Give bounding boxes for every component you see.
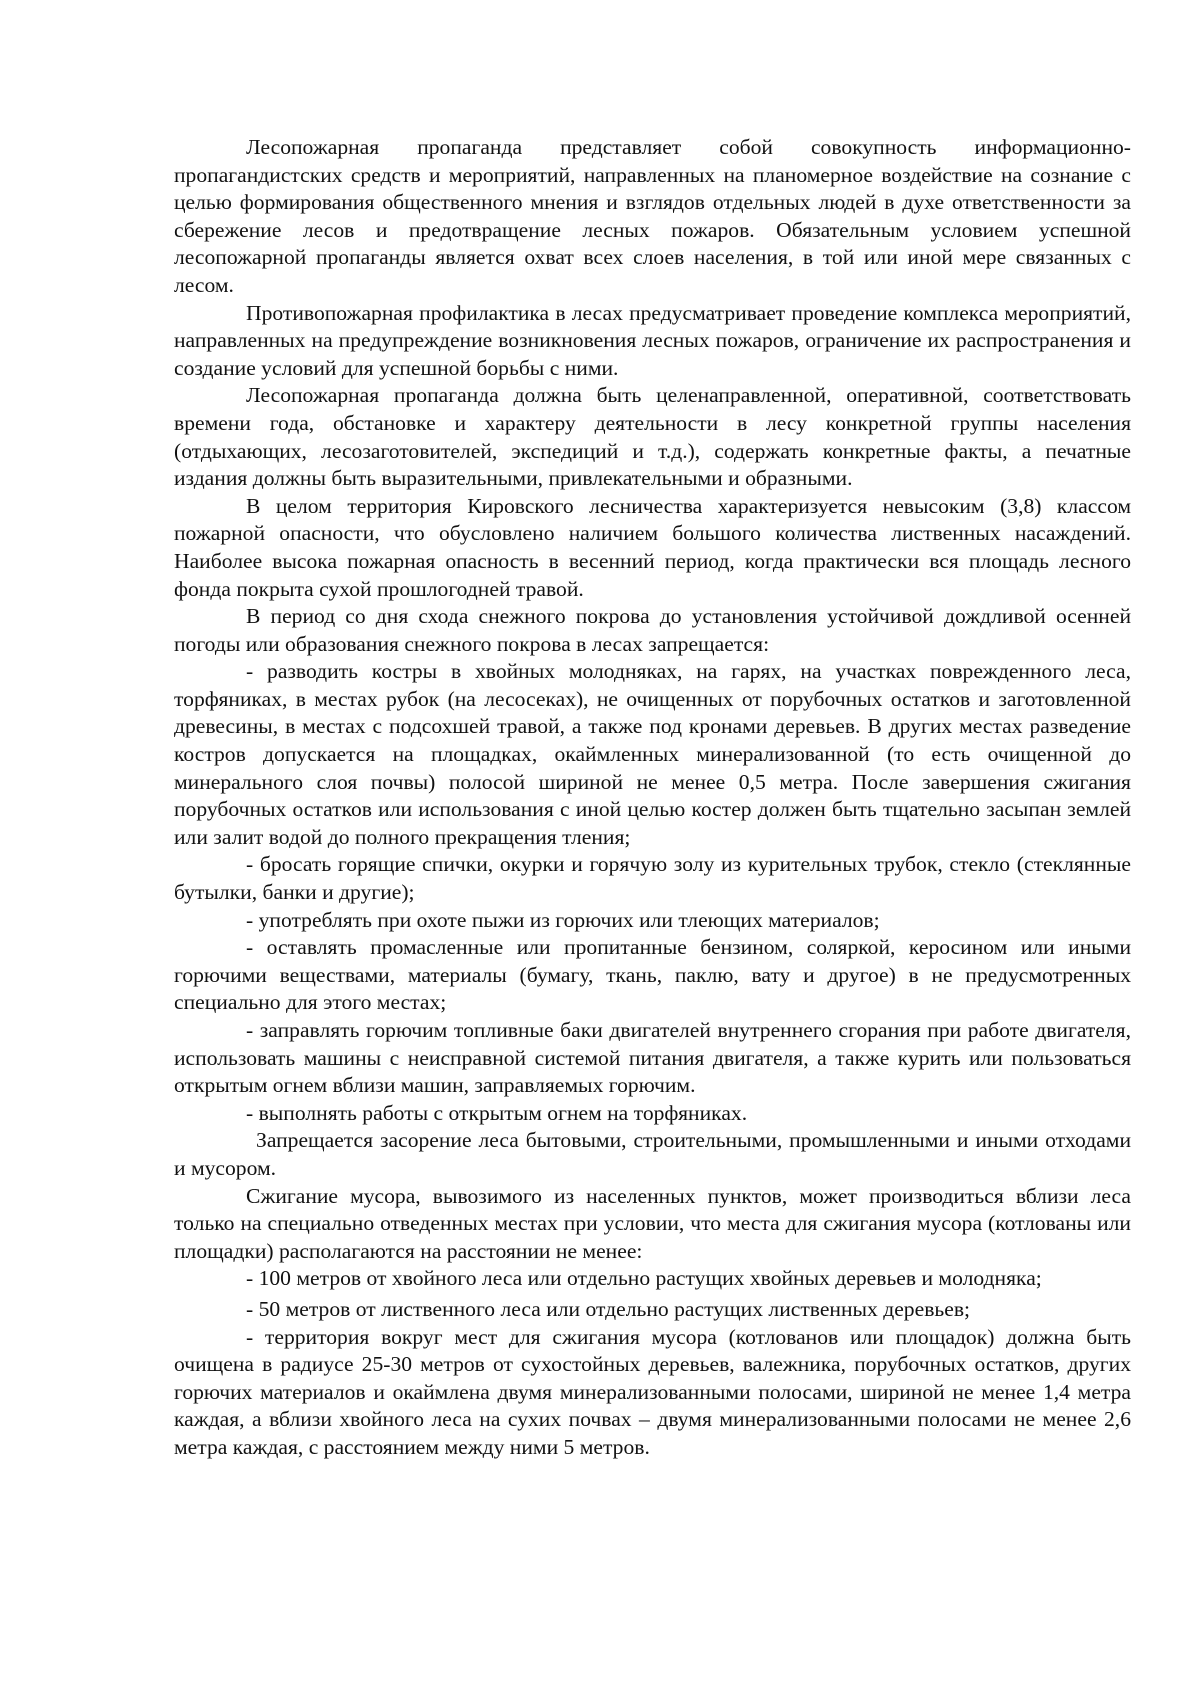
paragraph-propaganda-definition: Лесопожарная пропаганда представляет собой совокупность информационно-пропагандистских средств и мероприятий, направленных на планомерное воздействие на сознание с целью формирования общественного мнения и взглядов отдельных людей в духе ответственности за сбережение лесов и предотвращение лесных пожаров. Обязательным условием успешной лесопожарной пропаганды является охват всех слоев населения, в той или иной мере связанных с лесом. bbox=[174, 135, 1131, 297]
list-item-peatlands: - выполнять работы с открытым огнем на торфяниках. bbox=[246, 1100, 748, 1125]
paragraph-waste-burning: Сжигание мусора, вывозимого из населенных пунктов, может производиться вблизи леса только на специально отведенных местах при условии, что места для сжигания мусора (котлованы или площадки) располагаются на расстоянии не менее: bbox=[174, 1183, 1131, 1263]
paragraph-fire-prevention: Противопожарная профилактика в лесах предусматривает проведение комплекса мероприятий, направленных на предупреждение возникновения лесных пожаров, ограничение их распространения и создание условий для успешной борьбы с ними. bbox=[174, 300, 1131, 380]
list-item-hunting-wads: - употреблять при охоте пыжи из горючих или тлеющих материалов; bbox=[246, 907, 880, 932]
paragraph-prohibited-period: В период со дня схода снежного покрова до установления устойчивой дождливой осенней погоды или образования снежного покрова в лесах запрещается: bbox=[174, 604, 1131, 656]
list-item-campfires: - разводить костры в хвойных молодняках, на гарях, на участках поврежденного леса, торфяниках, в местах рубок (на лесосеках), не очищенных от порубочных остатков и заготовленной древесины, в местах с подсохшей травой, а также под кронами деревьев. В других местах разведение костров допускается на площадках, окаймленных минерализованной (то есть очищенной до минерального слоя почвы) полосой шириной не менее 0,5 метра. После завершения сжигания порубочных остатков или использования с иной целью костер должен быть тщательно засыпан землей или залит водой до полного прекращения тления; bbox=[174, 659, 1131, 849]
document-page bbox=[174, 134, 1131, 1462]
list-item-50-meters: - 50 метров от лиственного леса или отдельно растущих лиственных деревьев; bbox=[246, 1296, 971, 1321]
list-item-refueling: - заправлять горючим топливные баки двигателей внутреннего сгорания при работе двигателя, использовать машины с неисправной системой питания двигателя, а также курить или пользоваться открытым огнем вблизи машин, заправляемых горючим. bbox=[174, 1018, 1131, 1098]
paragraph-littering: Запрещается засорение леса бытовыми, строительными, промышленными и иными отходами и мусором. bbox=[174, 1128, 1131, 1180]
list-item-cleared-territory: - территория вокруг мест для сжигания мусора (котлованов или площадок) должна быть очищена в радиусе 25-30 метров от сухостойных деревьев, валежника, порубочных остатков, других горючих материалов и окаймлена двумя минерализованными полосами, шириной не менее 1,4 метра каждая, а вблизи хвойного леса на сухих почвах – двумя минерализованными полосами не менее 2,6 метра каждая, с расстоянием между ними 5 метров. bbox=[174, 1324, 1131, 1459]
list-item-oily-materials: - оставлять промасленные или пропитанные бензином, соляркой, керосином или иными горючими веществами, материалы (бумагу, ткань, паклю, вату и другое) в не предусмотренных специально для этого местах; bbox=[174, 935, 1131, 1015]
paragraph-propaganda-requirements: Лесопожарная пропаганда должна быть целенаправленной, оперативной, соответствовать времени года, обстановке и характеру деятельности в лесу конкретной группы населения (отдыхающих, лесозаготовителей, экспедиций и т.д.), содержать конкретные факты, а печатные издания должны быть выразительными, привлекательными и образными. bbox=[174, 383, 1131, 491]
list-item-matches: - бросать горящие спички, окурки и горячую золу из курительных трубок, стекло (стеклянные бутылки, банки и другие); bbox=[174, 852, 1131, 905]
list-item-100-meters: - 100 метров от хвойного леса или отдельно растущих хвойных деревьев и молодняка; bbox=[246, 1266, 1042, 1291]
paragraph-fire-danger-class: В целом территория Кировского лесничества характеризуется невысоким (3,8) классом пожарной опасности, что обусловлено наличием большого количества лиственных насаждений. Наиболее высока пожарная опасность в весенний период, когда практически вся площадь лесного фонда покрыта сухой прошлогодней травой. bbox=[174, 493, 1131, 601]
